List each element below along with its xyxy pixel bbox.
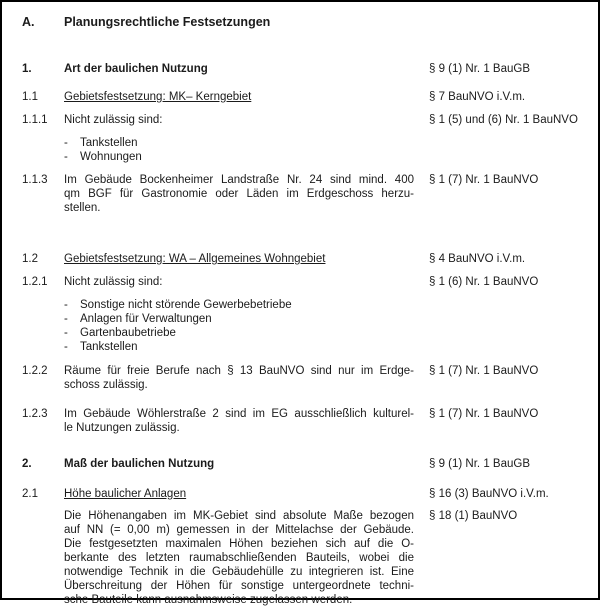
bullet-dash: - [64,327,68,339]
clause-row-2 [22,457,592,471]
clause-number: 1.2.2 [22,365,48,377]
bullet-text: Gartenbaubetriebe [80,327,176,339]
bullet-list [64,136,592,164]
bullet-text: Wohnungen [80,151,142,163]
clause-number: 1. [22,63,32,75]
body-line: schoss zulässig. [64,379,148,391]
list-item [64,326,592,340]
legal-reference: § 1 (7) Nr. 1 BauNVO [429,408,539,420]
clause-row-1-1-3 [22,173,592,215]
legal-reference: § 4 BauNVO i.V.m. [429,253,526,265]
legal-reference: § 16 (3) BauNVO i.V.m. [429,488,549,500]
body-line: notwendige Technik in die Gebäudehülle zu integrieren ist. Eine [64,566,414,578]
bullet-dash: - [64,313,68,325]
clause-row-1-2-2 [22,364,592,392]
body-line: le Nutzungen zulässig. [64,422,180,434]
clause-number: 2. [22,458,32,470]
legal-reference: § 1 (6) Nr. 1 BauNVO [429,276,539,288]
legal-reference: § 7 BauNVO i.V.m. [429,91,526,103]
list-item [64,150,592,164]
legal-reference: § 9 (1) Nr. 1 BauGB [429,63,530,75]
bullet-text: Sonstige nicht störende Gewerbebetriebe [80,299,292,311]
legal-reference: § 1 (5) und (6) Nr. 1 BauNVO [429,114,578,126]
legal-reference: § 1 (7) Nr. 1 BauNVO [429,365,539,377]
clause-number: 1.2.3 [22,408,48,420]
bullet-dash: - [64,137,68,149]
clause-paragraph [64,364,414,392]
body-line: Die Höhenangaben im MK-Gebiet sind absolute Maße bezogen [64,510,414,522]
section-title: Planungsrechtliche Festsetzungen [64,15,271,29]
body-line: auf NN (= 0,00 m) gemessen in der Mittelachse der Gebäude. [64,524,414,536]
bullet-dash: - [64,341,68,353]
clause-row-1-2-1 [22,275,592,289]
body-line: berkante des letzten raumabschließenden Bauteils, wobei die [64,552,414,564]
clause-number: 1.2 [22,253,38,265]
clause-number: 2.1 [22,488,38,500]
clause-heading: Art der baulichen Nutzung [64,63,208,75]
clause-number: 1.1.3 [22,174,48,186]
list-item [64,136,592,150]
section-letter: A. [22,15,35,29]
body-line: sche Bauteile kann ausnahmsweise zugelassen werden. [64,594,353,606]
clause-row-2-1 [22,487,592,501]
clause-row-2-1-body [22,509,592,607]
clause-paragraph [64,407,414,435]
bullet-text: Tankstellen [80,341,138,353]
clause-heading: Höhe baulicher Anlagen [64,488,187,500]
body-line: Überschreitung der Höhen für sonstige untergeordnete techni- [64,580,414,592]
clause-number: 1.1.1 [22,114,48,126]
clause-row-1-2-3 [22,407,592,435]
list-item [64,298,592,312]
list-item [64,312,592,326]
clause-paragraph [64,509,414,607]
clause-text: Nicht zulässig sind: [64,276,163,288]
body-line: Räume für freie Berufe nach § 13 BauNVO sind nur im Erdge- [64,365,414,377]
clause-row-1-1 [22,90,592,104]
clause-number: 1.1 [22,91,38,103]
bullet-dash: - [64,151,68,163]
body-line: stellen. [64,202,101,214]
list-item [64,340,592,354]
section-header [22,14,592,30]
body-line: Im Gebäude Bockenheimer Landstraße Nr. 24 sind mind. 400 [64,174,414,186]
legal-reference: § 1 (7) Nr. 1 BauNVO [429,174,539,186]
body-line: Im Gebäude Wöhlerstraße 2 sind im EG ausschließlich kulturel- [64,408,414,420]
bullet-text: Anlagen für Verwaltungen [80,313,212,325]
clause-text: Nicht zulässig sind: [64,114,163,126]
bullet-list [64,298,592,354]
clause-heading: Gebietsfestsetzung: WA – Allgemeines Wohngebiet [64,253,326,265]
legal-reference: § 9 (1) Nr. 1 BauGB [429,458,530,470]
clause-row-1-2 [22,252,592,266]
clause-row-1-1-1 [22,113,592,127]
clause-row-1 [22,62,592,76]
legal-reference: § 18 (1) BauNVO [429,510,518,522]
bullet-text: Tankstellen [80,137,138,149]
clause-heading: Maß der baulichen Nutzung [64,458,215,470]
bullet-dash: - [64,299,68,311]
clause-paragraph [64,173,414,215]
clause-number: 1.2.1 [22,276,48,288]
body-line: Die festgesetzten maximalen Höhen beziehen sich auf die O- [64,538,414,550]
clause-heading: Gebietsfestsetzung: MK– Kerngebiet [64,91,252,103]
body-line: qm BGF für Gastronomie oder Läden im Erdgeschoss herzu- [64,188,414,200]
